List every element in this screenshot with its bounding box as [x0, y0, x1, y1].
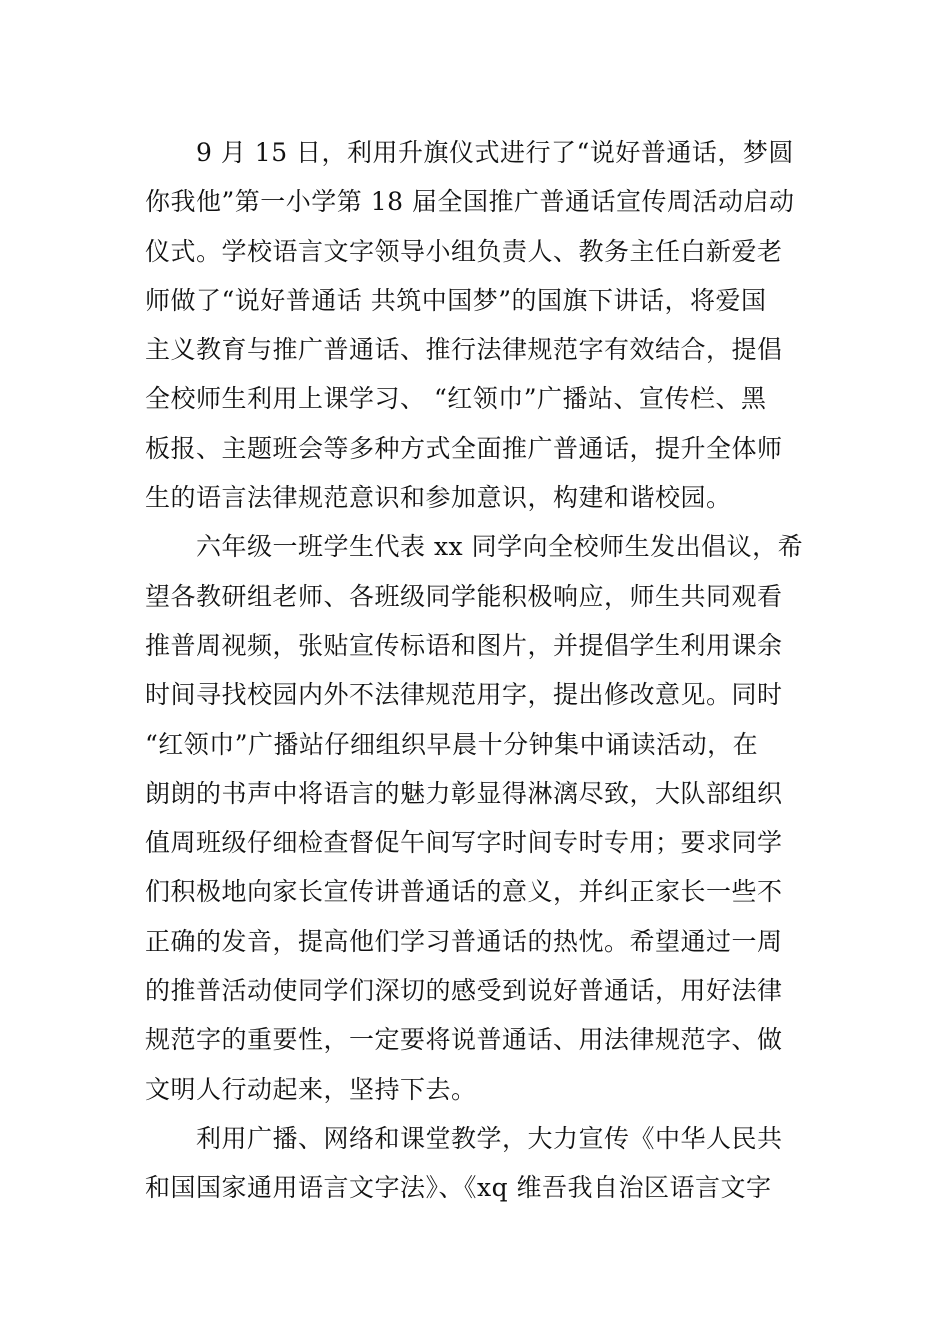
text-line: 你我他”第一小学第 18 届全国推广普通话宣传周活动启动 — [145, 187, 795, 217]
text-line: 推普周视频，张贴宣传标语和图片，并提倡学生利用课余 — [145, 630, 783, 660]
text-line: 仪式。学校语言文字领导小组负责人、教务主任白新爱老 — [145, 236, 783, 266]
paragraph-1 — [145, 128, 805, 522]
paragraph-3 — [145, 1114, 805, 1213]
text-line: 生的语言法律规范意识和参加意识，构建和谐校园。 — [145, 483, 732, 513]
text-line: 和国国家通用语言文字法》、《xq 维吾我自治区语言文字 — [145, 1173, 772, 1203]
document-body — [145, 128, 805, 1213]
text-line: 板报、主题班会等多种方式全面推广普通话，提升全体师 — [145, 433, 783, 463]
text-line: 望各教研组老师、各班级同学能积极响应，师生共同观看 — [145, 581, 783, 611]
text-line: 的推普活动使同学们深切的感受到说好普通话，用好法律 — [145, 976, 783, 1006]
text-line: 文明人行动起来，坚持下去。 — [145, 1074, 477, 1104]
paragraph-2 — [145, 522, 805, 1114]
text-line: 正确的发音，提高他们学习普通话的热忱。希望通过一周 — [145, 926, 783, 956]
text-line: 规范字的重要性，一定要将说普通话、用法律规范字、做 — [145, 1025, 783, 1055]
text-line: 9 月 15 日，利用升旗仪式进行了“说好普通话，梦圆 — [145, 138, 794, 167]
text-line: 师做了“说好普通话 共筑中国梦”的国旗下讲话，将爱国 — [145, 285, 767, 315]
text-line: 主义教育与推广普通话、推行法律规范字有效结合，提倡 — [145, 335, 783, 365]
text-line: 值周班级仔细检查督促午间写字时间专时专用；要求同学 — [145, 828, 783, 858]
text-line: 六年级一班学生代表 xx 同学向全校师生发出倡议，希 — [145, 532, 804, 562]
text-line: “红领巾”广播站仔细组织早晨十分钟集中诵读活动，在 — [145, 729, 759, 759]
text-line: 时间寻找校园内外不法律规范用字，提出修改意见。同时 — [145, 680, 783, 710]
text-line: 朗朗的书声中将语言的魅力彰显得淋漓尽致，大队部组织 — [145, 778, 783, 808]
text-line: 利用广播、网络和课堂教学，大力宣传《中华人民共 — [145, 1123, 783, 1153]
text-line: 全校师生利用上课学习、 “红领巾”广播站、宣传栏、黑 — [145, 384, 767, 414]
text-line: 们积极地向家长宣传讲普通话的意义，并纠正家长一些不 — [145, 877, 783, 907]
